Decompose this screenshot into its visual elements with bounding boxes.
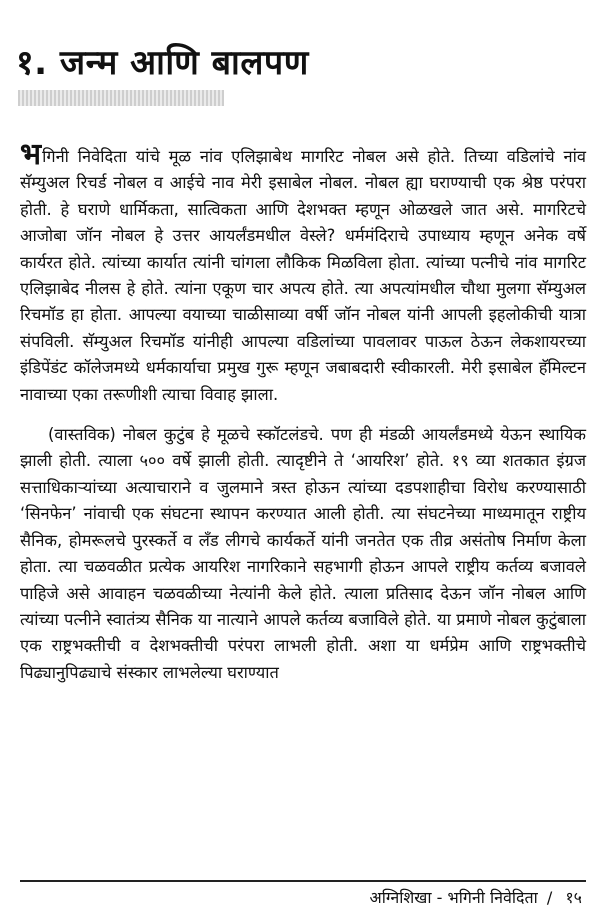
paragraph-1: [20, 137, 586, 408]
paragraph-1-text: गिनी निवेदिता यांचे मूळ नांव एलिझाबेथ मागरिट नोबल असे होते. तिच्या वडिलांचे नांव सॅम्युअल रिचर्ड नोबल व आईचे नाव मेरी इसाबेल नोबल. नोबल ह्या घराण्याची एक श्रेष्ठ परंपरा होती. हे घराणे धार्मिकता, सात्विकता आणि देशभक्त म्हणून ओळखले जात असे. मागरिटचे आजोबा जॉन नोबल हे उत्तर आयर्लंडमधील वेस्ले? धर्ममंदिराचे उपाध्याय म्हणून अनेक वर्षे कार्यरत होते. त्यांच्या कार्यात त्यांनी चांगला लौकिक मिळविला होता. त्यांच्या पत्नीचे नांव मागरिट एलिझाबेद नीलस हे होते. त्यांना एकूण चार अपत्य होते. त्या अपत्यांमधील चौथा मुलगा सॅम्युअल रिचमॉड हा होता. आपल्या वयाच्या चाळीसाव्या वर्षी जॉन नोबल यांनी आपली इहलोकीची यात्रा संपविली. सॅम्युअल रिचमॉड यांनीही आपल्या वडिलांच्या पावलावर पाऊल ठेऊन लेकशायरच्या इंडिपेंडंट कॉलेजमध्ये धर्मकार्याचा प्रमुख गुरू म्हणून जबाबदारी स्वीकारली. मेरी इसाबेल हॅमिल्टन नावाच्या एका तरूणीशी त्याचा विवाह झाला.: [20, 147, 586, 404]
footer-rule: [20, 880, 586, 882]
title-decorative-rule: [18, 90, 224, 106]
paragraph-2-text: (वास्तविक) नोबल कुटुंब हे मूळचे स्कॉटलंडचे. पण ही मंडळी आयर्लंडमध्ये येऊन स्थायिक झाली होती. त्याला ५०० वर्षे झाली होती. त्यादृष्टीने ते ‘आयरिश’ होते. १९ व्या शतकात इंग्रज सत्ताधिकाऱ्यांच्या अत्याचाराने व जुलमाने त्रस्त होऊन त्यांच्या दडपशाहीचा विरोध करण्यासाठी ‘सिनफेन’ नांवाची एक संघटना स्थापन करण्यात आली होती. त्या संघटनेच्या माध्यमातून राष्ट्रीय सैनिक, होमरूलचे पुरस्कर्ते व लँड लीगचे कार्यकर्ते यांनी जनतेत एक तीव्र असंतोष निर्माण केला होता. त्या चळवळीत प्रत्येक आयरिश नागरिकाने सहभागी होऊन आपले राष्ट्रीय कर्तव्य बजावले पाहिजे असे आवाहन चळवळीच्या नेत्यांनी केले होते. त्याला प्रतिसाद देऊन जॉन नोबल आणि त्यांच्या पत्नीने स्वातंत्र्य सैनिक या नात्याने आपले कर्तव्य बजाविले होते. या प्रमाणे नोबल कुटुंबाला एक राष्ट्रभक्तीची व देशभक्तीची परंपरा लाभली होती. अशा या धर्मप्रेम आणि राष्ट्रभक्तीचे पिढ्यानुपिढ्याचे संस्कार लाभलेल्या घराण्यात: [20, 425, 586, 682]
running-title: अग्निशिखा - भगिनी निवेदिता: [369, 888, 538, 907]
page-footer: [370, 887, 583, 909]
page-number: १५: [565, 888, 582, 907]
drop-cap: भ: [20, 137, 42, 172]
footer-separator: /: [546, 888, 553, 907]
body-text: [20, 137, 586, 686]
chapter-title: १. जन्म आणि बालपण: [16, 42, 309, 83]
paragraph-2: [20, 422, 586, 686]
